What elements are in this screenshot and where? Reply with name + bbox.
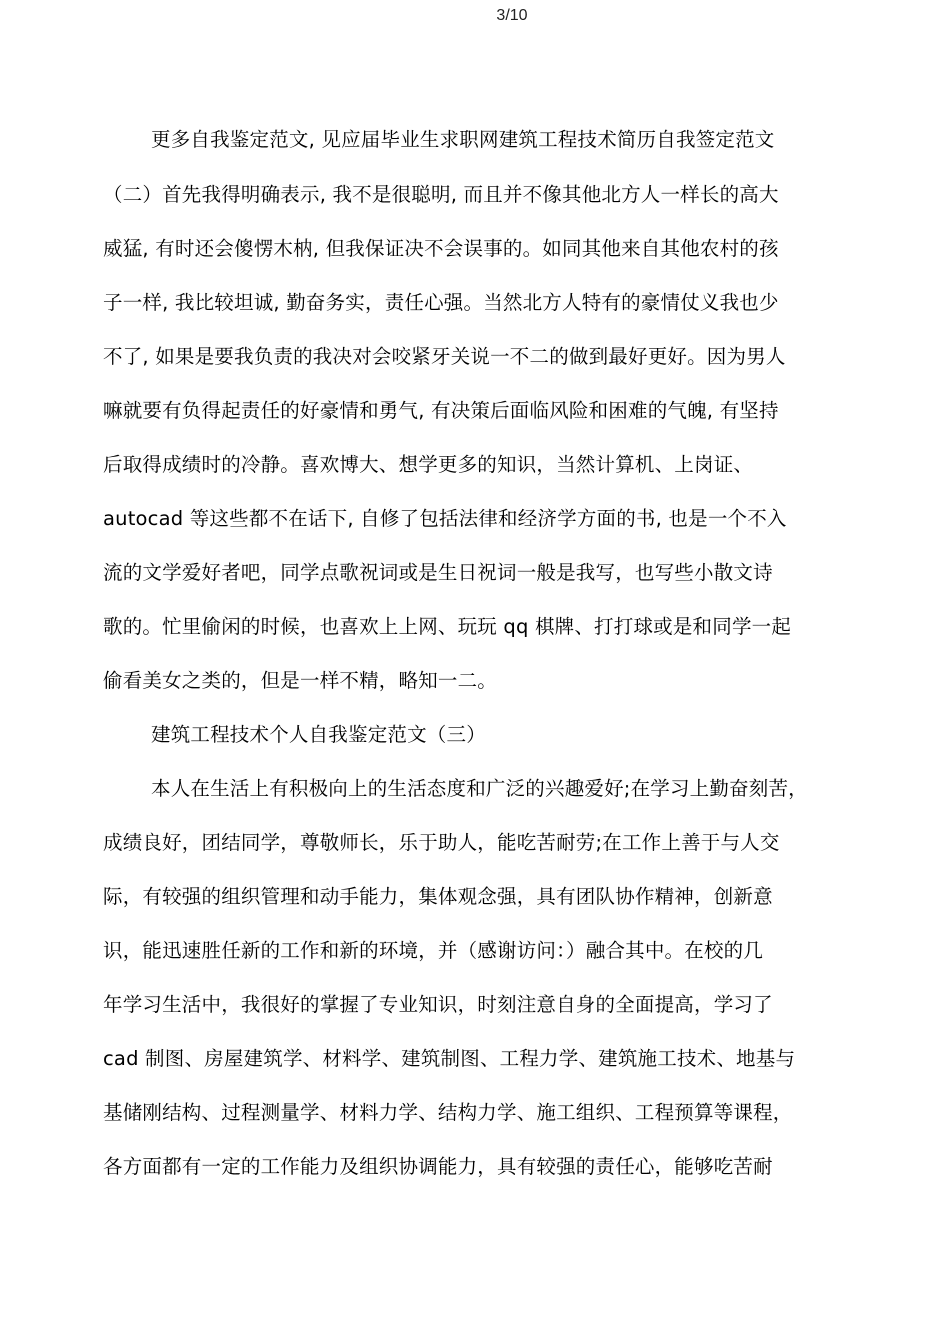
text-line: autocad 等这些都不在话下, 自修了包括法律和经济学方面的书, 也是一个不入 xyxy=(103,507,787,530)
text-line: 基储刚结构、过程测量学、材料力学、结构力学、施工组织、工程预算等课程， xyxy=(103,1101,793,1124)
text-line: 年学习生活中，我很好的掌握了专业知识，时刻注意自身的全面提高，学习了 xyxy=(103,993,773,1016)
text-line: 更多自我鉴定范文, 见应届毕业生求职网建筑工程技术简历自我签定范文 xyxy=(151,128,775,151)
text-line: 识，能迅速胜任新的工作和新的环境，并（感谢访问：）融合其中。在校的几 xyxy=(103,939,764,962)
page-number: 3/10 xyxy=(496,7,528,24)
text-line: 偷看美女之类的，但是一样不精，略知一二。 xyxy=(103,669,498,692)
text-line: 不了, 如果是要我负责的我决对会咬紧牙关说一不二的做到最好更好。因为男人 xyxy=(103,345,786,368)
text-line: cad 制图、房屋建筑学、材料学、建筑制图、工程力学、建筑施工技术、地基与 xyxy=(103,1047,796,1070)
text-line: （二）首先我得明确表示, 我不是很聪明, 而且并不像其他北方人一样长的高大 xyxy=(103,183,779,206)
text-line: 子一样, 我比较坦诚, 勤奋务实，责任心强。当然北方人特有的豪情仗义我也少 xyxy=(103,291,779,314)
section-heading: 建筑工程技术个人自我鉴定范文（三） xyxy=(151,723,486,746)
text-line: 歌的。忙里偷闲的时候，也喜欢上上网、玩玩 qq 棋牌、打打球或是和同学一起 xyxy=(103,615,792,638)
text-line: 流的文学爱好者吧，同学点歌祝词或是生日祝词一般是我写，也写些小散文诗 xyxy=(103,561,773,584)
text-line: 后取得成绩时的冷静。喜欢博大、想学更多的知识，当然计算机、上岗证、 xyxy=(103,453,754,476)
text-line: 成绩良好，团结同学，尊敬师长，乐于助人，能吃苦耐劳;在工作上善于与人交 xyxy=(103,831,780,854)
text-line: 际，有较强的组织管理和动手能力，集体观念强，具有团队协作精神，创新意 xyxy=(103,885,773,908)
text-line: 本人在生活上有积极向上的生活态度和广泛的兴趣爱好;在学习上勤奋刻苦， xyxy=(151,777,808,800)
text-line: 威猛, 有时还会傻愣木枘, 但我保证决不会误事的。如同其他来自其他农村的孩 xyxy=(103,237,779,260)
text-line: 嘛就要有负得起责任的好豪情和勇气, 有决策后面临风险和困难的气魄, 有坚持 xyxy=(103,399,779,422)
text-line: 各方面都有一定的工作能力及组织协调能力，具有较强的责任心，能够吃苦耐 xyxy=(103,1155,773,1178)
